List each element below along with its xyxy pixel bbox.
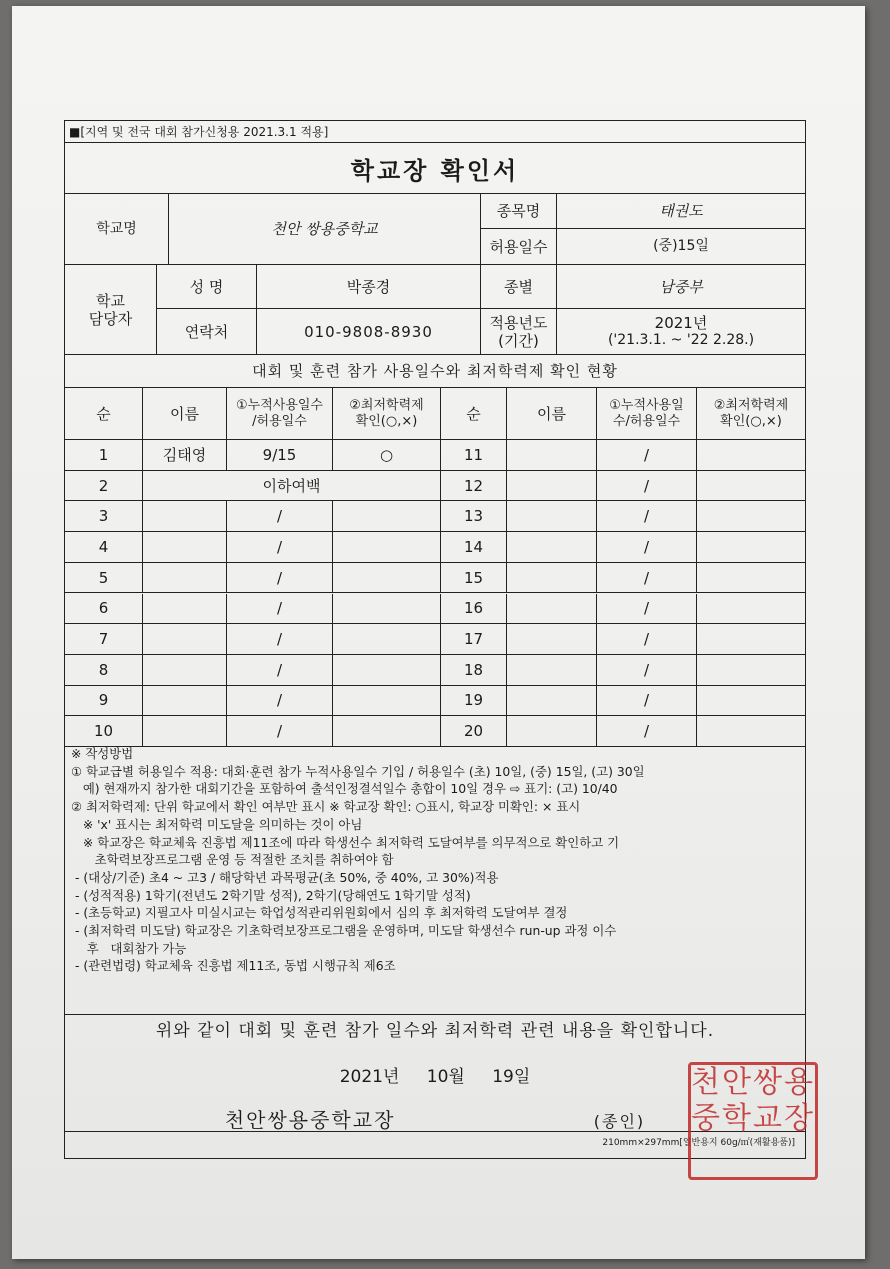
row-days: / bbox=[227, 624, 333, 655]
row-min bbox=[697, 501, 805, 532]
row-no: 16 bbox=[441, 594, 507, 625]
row-no: 3 bbox=[65, 501, 143, 532]
row-no: 7 bbox=[65, 624, 143, 655]
row-min: ○ bbox=[333, 440, 441, 471]
row-days: / bbox=[227, 655, 333, 686]
row-min bbox=[333, 563, 441, 594]
instruction-line: ② 최저학력제: 단위 학교에서 확인 여부만 표시 ※ 학교장 확인: ○표시, 학교장 미확인: × 표시 bbox=[71, 799, 581, 815]
school-value: 천안 쌍용중학교 bbox=[169, 194, 481, 265]
instructions bbox=[71, 745, 801, 975]
row-name bbox=[143, 716, 227, 747]
issue-date: 2021년 10월 19일 bbox=[339, 1067, 531, 1087]
allowed-days-label: 허용일수 bbox=[481, 229, 557, 265]
row-days: / bbox=[597, 655, 697, 686]
row-no: 4 bbox=[65, 532, 143, 563]
col-days-left: ①누적사용일수 /허용일수 bbox=[227, 388, 333, 440]
row-min bbox=[697, 716, 805, 747]
school-label: 학교명 bbox=[65, 194, 169, 265]
row-days: / bbox=[597, 624, 697, 655]
row-no: 13 bbox=[441, 501, 507, 532]
row-days: / bbox=[227, 686, 333, 717]
row-days: / bbox=[597, 686, 697, 717]
row-min bbox=[333, 686, 441, 717]
instruction-line: ① 학교급별 허용일수 적용: 대회·훈련 참가 누적사용일수 기입 / 허용일수 (초) 10일, (중) 15일, (고) 30일 bbox=[71, 763, 645, 779]
row-days: / bbox=[227, 716, 333, 747]
instruction-line: - (초등학교) 지필고사 미실시교는 학업성적관리위원회에서 심의 후 최저학력 도달여부 결정 bbox=[71, 905, 568, 921]
row-min bbox=[333, 532, 441, 563]
row-no: 8 bbox=[65, 655, 143, 686]
row-name bbox=[507, 471, 597, 502]
paper-spec: 210mm×297mm[일반용지 60g/㎡(재활용품)] bbox=[602, 1138, 795, 1148]
row-no: 17 bbox=[441, 624, 507, 655]
row-name: 김태영 bbox=[143, 440, 227, 471]
row-no: 1 bbox=[65, 440, 143, 471]
row-min bbox=[333, 624, 441, 655]
contact-value: 010-9808-8930 bbox=[257, 309, 481, 355]
row-min bbox=[697, 624, 805, 655]
row-days: / bbox=[597, 440, 697, 471]
row-min bbox=[333, 594, 441, 625]
year-value: 2021년 bbox=[654, 314, 708, 333]
row-no: 5 bbox=[65, 563, 143, 594]
manager-label: 학교 담당자 bbox=[65, 265, 157, 355]
row-no: 10 bbox=[65, 716, 143, 747]
row-name bbox=[507, 532, 597, 563]
row-name bbox=[143, 501, 227, 532]
row-min bbox=[697, 440, 805, 471]
row-no: 18 bbox=[441, 655, 507, 686]
col-no-right: 순 bbox=[441, 388, 507, 440]
col-days-right: ①누적사용일 수/허용일수 bbox=[597, 388, 697, 440]
paper-sheet bbox=[12, 6, 865, 1259]
row-name bbox=[143, 624, 227, 655]
row-min bbox=[697, 563, 805, 594]
gender-value: 남중부 bbox=[557, 265, 805, 309]
row-no: 12 bbox=[441, 471, 507, 502]
school-seal-stamp: 천안쌍용중학교장 bbox=[688, 1062, 818, 1180]
row-no: 6 bbox=[65, 594, 143, 625]
row-no: 2 bbox=[65, 471, 143, 502]
row-no: 11 bbox=[441, 440, 507, 471]
row-name bbox=[143, 563, 227, 594]
header-tag: ■[지역 및 전국 대회 참가신청용 2021.3.1 적용] bbox=[69, 125, 329, 139]
name-label: 성 명 bbox=[157, 265, 257, 309]
row-name bbox=[507, 501, 597, 532]
row-days: / bbox=[597, 716, 697, 747]
year-period: ('21.3.1. ~ '22 2.28.) bbox=[607, 332, 755, 349]
instruction-line: ※ 학교장은 학교체육 진흥법 제11조에 따라 학생선수 최저학력 도달여부를 의무적으로 확인하고 기 bbox=[71, 834, 620, 850]
col-name-right: 이름 bbox=[507, 388, 597, 440]
row-no: 9 bbox=[65, 686, 143, 717]
row-min bbox=[333, 501, 441, 532]
row-name bbox=[507, 686, 597, 717]
row-min bbox=[697, 471, 805, 502]
row-days: / bbox=[597, 471, 697, 502]
row-min bbox=[697, 532, 805, 563]
row-days: / bbox=[227, 594, 333, 625]
table-title: 대회 및 훈련 참가 사용일수와 최저학력제 확인 현황 bbox=[65, 355, 805, 388]
row-no: 15 bbox=[441, 563, 507, 594]
row-name bbox=[143, 594, 227, 625]
instruction-line: - (최저학력 미도달) 학교장은 기초학력보장프로그램을 운영하며, 미도달 학생선수 run-up 과정 이수 bbox=[71, 923, 617, 939]
col-name-left: 이름 bbox=[143, 388, 227, 440]
row-no: 19 bbox=[441, 686, 507, 717]
row-name bbox=[507, 716, 597, 747]
seal-note: (종인) bbox=[593, 1112, 646, 1131]
row-min bbox=[333, 655, 441, 686]
event-label: 종목명 bbox=[481, 194, 557, 229]
col-min-right: ②최저학력제 확인(○,×) bbox=[697, 388, 805, 440]
row-name bbox=[507, 624, 597, 655]
row-min bbox=[333, 716, 441, 747]
row-days: / bbox=[597, 594, 697, 625]
row-name bbox=[507, 563, 597, 594]
row-min bbox=[697, 594, 805, 625]
row-days: / bbox=[227, 532, 333, 563]
row-days: / bbox=[227, 501, 333, 532]
row-no: 20 bbox=[441, 716, 507, 747]
row-no: 14 bbox=[441, 532, 507, 563]
allowed-days-value: (중)15일 bbox=[557, 229, 805, 265]
col-no-left: 순 bbox=[65, 388, 143, 440]
row-days: / bbox=[597, 563, 697, 594]
row-min bbox=[697, 686, 805, 717]
col-min-left: ②최저학력제 확인(○,×) bbox=[333, 388, 441, 440]
instruction-line: ※ 작성방법 bbox=[71, 746, 134, 761]
instruction-line: 초학력보장프로그램 운영 등 적절한 조치를 취하여야 함 bbox=[71, 852, 394, 868]
contact-label: 연락처 bbox=[157, 309, 257, 355]
event-value: 태권도 bbox=[557, 194, 805, 229]
row-min bbox=[697, 655, 805, 686]
signer-name: 천안쌍용중학교장 bbox=[224, 1108, 396, 1132]
instruction-line: ※ 'x' 표시는 최저학력 미도달을 의미하는 것이 아님 bbox=[71, 816, 363, 832]
instruction-line: - (관련법령) 학교체육 진흥법 제11조, 동법 시행규칙 제6조 bbox=[71, 958, 396, 974]
instruction-line: 후 대회참가 가능 bbox=[71, 940, 187, 956]
instruction-line: - (대상/기준) 초4 ~ 고3 / 해당학년 과목평균(초 50%, 중 40%, 고 30%)적용 bbox=[71, 869, 499, 885]
row-days: / bbox=[597, 501, 697, 532]
row-name bbox=[507, 655, 597, 686]
row-name bbox=[143, 532, 227, 563]
blank-remark: 이하여백 bbox=[143, 471, 441, 502]
instruction-line: 예) 현재까지 참가한 대회기간을 포함하여 출석인정결석일수 총합이 10일 경우 ⇨ 표기: (고) 10/40 bbox=[71, 781, 618, 797]
page-title: 학교장 확인서 bbox=[350, 156, 520, 185]
gender-label: 종별 bbox=[481, 265, 557, 309]
row-days: / bbox=[597, 532, 697, 563]
year-cell bbox=[557, 309, 805, 355]
row-days: / bbox=[227, 563, 333, 594]
row-name bbox=[507, 440, 597, 471]
year-label: 적용년도 (기간) bbox=[481, 309, 557, 355]
confirm-statement: 위와 같이 대회 및 훈련 참가 일수와 최저학력 관련 내용을 확인합니다. bbox=[155, 1021, 715, 1041]
row-days: 9/15 bbox=[227, 440, 333, 471]
row-name bbox=[143, 655, 227, 686]
confirmation-form bbox=[64, 120, 806, 1159]
instruction-line: - (성적적용) 1학기(전년도 2학기말 성적), 2학기(당해연도 1학기말 성적) bbox=[71, 887, 471, 903]
row-name bbox=[507, 594, 597, 625]
row-name bbox=[143, 686, 227, 717]
name-value: 박종경 bbox=[257, 265, 481, 309]
